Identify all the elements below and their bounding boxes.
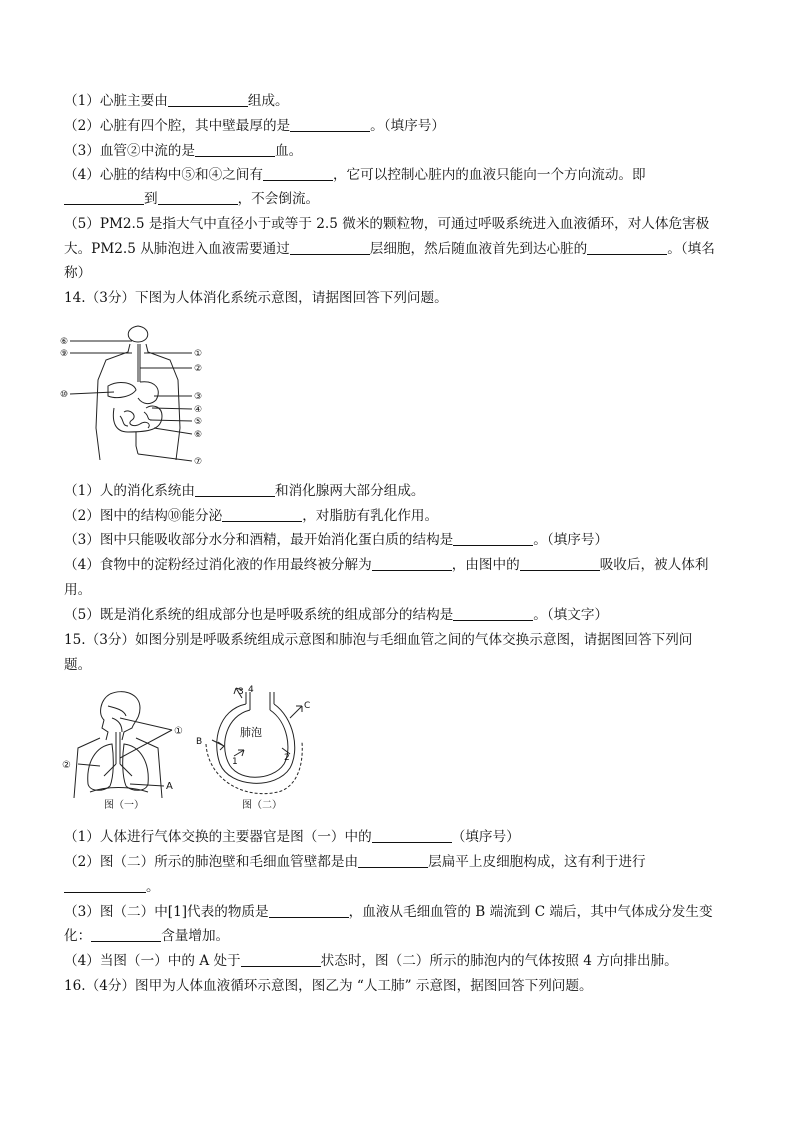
label-right-2: ② [194, 364, 203, 374]
answer-blank[interactable] [587, 240, 667, 255]
label-left-1: ⑥ [60, 337, 69, 347]
answer-blank[interactable] [195, 482, 275, 497]
answer-blank[interactable] [372, 556, 452, 571]
bronchi [104, 764, 132, 776]
head-outline [128, 326, 148, 342]
left-lung [88, 744, 114, 790]
q13-line-5: 到 ，不会倒流。 [64, 190, 319, 208]
label-right-4: ④ [194, 405, 203, 415]
label-4: 4 [248, 685, 254, 695]
label-b: B [196, 737, 203, 747]
label-1: ① [174, 726, 183, 737]
q14-line-3: （3）图中只能吸收部分水分和酒精，最开始消化蛋白质的结构是 。（填序号） [64, 532, 609, 548]
answer-blank[interactable] [520, 556, 600, 571]
head-profile [110, 692, 140, 740]
q15-stem-line-1: 15.（3分）如图分别是呼吸系统组成示意图和肺泡与毛细血管之间的气体交换示意图，请据图回答下列问 [64, 632, 693, 648]
q14-line-1: （1）人的消化系统由 和消化腺两大部分组成。 [64, 483, 425, 499]
q15-line-1: （1）人体进行气体交换的主要器官是图（一）中的 （填序号） [64, 829, 520, 845]
answer-blank[interactable] [453, 531, 533, 546]
answer-blank[interactable] [453, 606, 533, 621]
label-right-7: ⑦ [194, 457, 203, 467]
rectum [136, 432, 138, 454]
label-c: C [304, 701, 311, 711]
respiratory-system-figure [60, 688, 190, 813]
answer-blank[interactable] [358, 853, 428, 868]
q16-stem: 16.（4分）图甲为人体血液循环示意图，图乙为 “人工肺” 示意图，据图回答下列问题。 [64, 978, 593, 994]
q15-line-4: （3）图（二）中[1]代表的物质是 ，血液从毛细血管的 B 端流到 C 端后，其中气体成分发生变 [64, 904, 713, 920]
answer-blank[interactable] [263, 166, 333, 181]
q13-line-2: （2）心脏有四个腔，其中壁最厚的是 。（填序号） [64, 118, 445, 134]
q13-line-1: （1）心脏主要由 组成。 [64, 93, 289, 109]
label-2: 2 [284, 753, 290, 763]
q14-stem: 14.（3分）下图为人体消化系统示意图，请据图回答下列问题。 [64, 290, 448, 306]
answer-blank[interactable] [168, 92, 248, 107]
label-left-3: ⑩ [60, 390, 69, 400]
q13-line-8: 称） [64, 265, 92, 281]
q14-line-2: （2）图中的结构⑩能分泌 ，对脂肪有乳化作用。 [64, 508, 439, 524]
answer-blank[interactable] [241, 952, 321, 967]
q15-line-2: （2）图（二）所示的肺泡壁和毛细血管壁都是由 层扁平上皮细胞构成，这有利于进行 [64, 854, 646, 870]
trachea [116, 732, 120, 764]
q14-line-5: 用。 [64, 582, 92, 598]
alveolus-outer-wall [217, 704, 295, 783]
label-1: 1 [232, 757, 238, 767]
label-left-2: ⑨ [60, 349, 69, 359]
q15-stem-line-2: 题。 [64, 657, 92, 673]
fig2-caption: 图（二） [242, 800, 282, 811]
label-a: A [166, 781, 173, 792]
q13-line-7: 大。PM2.5 从肺泡进入血液需要通过 层细胞，然后随血液首先到达心脏的 。（填名 [64, 241, 715, 257]
q15-line-5: 化： 含量增加。 [64, 928, 230, 944]
answer-blank[interactable] [290, 117, 370, 132]
alveolus-exchange-figure [190, 684, 330, 814]
right-lung [123, 744, 149, 790]
alveolus-inner-wall [225, 710, 288, 777]
stomach [138, 382, 158, 404]
diaphragm [90, 788, 148, 793]
answer-blank[interactable] [195, 142, 275, 157]
q15-line-6: （4）当图（一）中的 A 处于 状态时，图（二）所示的肺泡内的气体按照 4 方向排出肺。 [64, 953, 678, 969]
answer-blank[interactable] [222, 507, 302, 522]
answer-blank[interactable] [158, 190, 238, 205]
q13-line-6: （5）PM2.5 是指大气中直径小于或等于 2.5 微米的颗粒物，可通过呼吸系统进入血液循环，对人体危害极 [64, 216, 710, 232]
fig1-caption: 图（一） [104, 800, 144, 811]
label-right-5: ⑤ [194, 417, 203, 427]
label-right-1: ① [194, 349, 203, 359]
q14-line-6: （5）既是消化系统的组成部分也是呼吸系统的组成部分的结构是 。（填文字） [64, 607, 609, 623]
answer-blank[interactable] [269, 903, 349, 918]
q15-line-3: 。 [64, 878, 160, 896]
digestive-system-figure [58, 320, 218, 470]
answer-blank[interactable] [64, 878, 146, 893]
liver [108, 383, 136, 398]
label-right-6: ⑥ [194, 430, 203, 440]
label-2: ② [62, 760, 71, 771]
label-alveolus: 肺泡 [240, 726, 262, 739]
label-3: 3 [238, 687, 244, 697]
q13-line-4: （4）心脏的结构中⑤和④之间有 ，它可以控制心脏内的血液只能向一个方向流动。即 [64, 167, 646, 183]
q14-line-4: （4）食物中的淀粉经过消化液的作用最终被分解为 ，由图中的 吸收后，被人体利 [64, 557, 709, 573]
answer-blank[interactable] [91, 927, 161, 942]
answer-blank[interactable] [64, 190, 144, 205]
label-right-3: ③ [194, 392, 203, 402]
answer-blank[interactable] [290, 240, 370, 255]
q13-line-3: （3）血管②中流的是 血。 [64, 143, 303, 159]
answer-blank[interactable] [372, 828, 452, 843]
